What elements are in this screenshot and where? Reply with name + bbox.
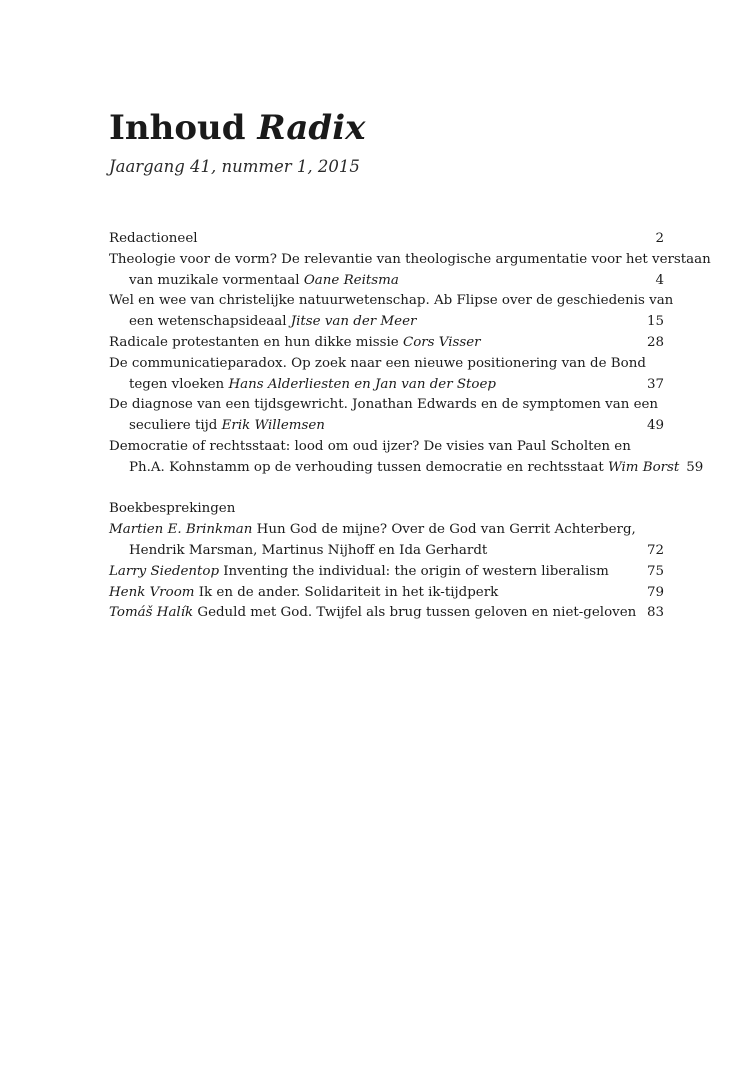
toc-entry (109, 250, 711, 292)
entry-text-line (129, 271, 640, 292)
entry-title: De diagnose van een tijdsgewricht. Jonathan Edwards en de symptomen van een (109, 397, 659, 413)
toc-line (109, 375, 664, 396)
review-author: Tomáš Halík (109, 605, 194, 621)
review-text-line (109, 603, 640, 624)
toc-line (109, 354, 664, 375)
toc-line (109, 437, 664, 458)
entry-text-line (129, 416, 640, 437)
toc-entry (109, 437, 704, 479)
entry-text-line (129, 458, 679, 479)
toc-entry (109, 229, 664, 250)
entry-title: Theologie voor de vorm? De relevantie van theologische argumentatie voor het verstaan (109, 251, 711, 267)
entry-text-line (129, 375, 640, 396)
review-entry (109, 583, 664, 604)
review-title: Geduld met God. Twijfel als brug tussen geloven en niet-geloven (193, 605, 637, 621)
entry-author: Hans Alderliesten en Jan van der Stoep (228, 376, 496, 392)
review-text-line (109, 520, 640, 541)
entry-author: Erik Willemsen (221, 418, 325, 434)
title-main: Inhoud (109, 108, 246, 148)
review-author: Larry Siedentop (109, 563, 220, 579)
reviews-heading (109, 499, 664, 520)
page-number: 15 (646, 314, 664, 330)
entry-text-line (109, 354, 646, 375)
toc-line (109, 312, 664, 333)
page-number: 72 (646, 542, 664, 558)
title-italic: Radix (257, 108, 366, 148)
review-line (109, 603, 664, 624)
section-gap (109, 479, 664, 500)
toc-line (109, 271, 664, 292)
toc-line (109, 333, 664, 354)
page-number: 4 (655, 272, 664, 288)
entry-text-line (109, 437, 640, 458)
review-author: Henk Vroom (109, 584, 195, 600)
review-author: Martien E. Brinkman (109, 522, 253, 538)
toc-entry (109, 354, 664, 396)
review-line (109, 520, 664, 541)
entry-author: Jitse van der Meer (290, 314, 417, 330)
review-text-line (129, 541, 640, 562)
page-number: 28 (646, 334, 664, 350)
toc-line (109, 250, 711, 271)
entry-title: van muzikale vormentaal (129, 272, 304, 288)
page-number: 2 (655, 231, 664, 246)
page-number: 49 (646, 418, 664, 434)
page-number: 37 (646, 376, 664, 392)
review-title: Hun God de mijne? Over de God van Gerrit Achterberg, (252, 522, 636, 538)
page-subtitle: Jaargang 41, nummer 1, 2015 (109, 157, 360, 176)
entry-text-line (109, 333, 640, 354)
review-line (109, 583, 664, 604)
toc-line (109, 416, 664, 437)
review-entry (109, 603, 664, 624)
review-title: Ik en de ander. Solidariteit in het ik-tijdperk (194, 584, 499, 600)
entry-title: Radicale protestanten en hun dikke missie (109, 334, 403, 350)
review-title: Inventing the individual: the origin of western liberalism (219, 563, 609, 579)
toc-line (109, 291, 674, 312)
entry-author: Wim Borst (607, 459, 680, 475)
review-entry (109, 520, 664, 562)
toc-entry (109, 395, 664, 437)
page-number: 75 (646, 563, 664, 579)
entry-title: seculiere tijd (129, 418, 222, 434)
entry-title: De communicatieparadox. Op zoek naar een nieuwe positionering van de Bond (109, 355, 646, 371)
page-number: 83 (646, 605, 664, 621)
toc-entry (109, 333, 664, 354)
entry-text-line (109, 250, 711, 271)
entry-title: Redactioneel (109, 231, 198, 246)
articles-list (109, 229, 711, 479)
toc-line (109, 229, 664, 250)
review-line (109, 562, 664, 583)
entry-title: Wel en wee van christelijke natuurwetenschap. Ab Flipse over de geschiedenis van (109, 293, 674, 309)
reviews-list (109, 520, 664, 624)
page-number: 59 (686, 459, 704, 475)
entry-author: Oane Reitsma (303, 272, 399, 288)
toc-line (109, 395, 664, 416)
entry-text-line (109, 291, 673, 312)
review-text-line (109, 583, 640, 604)
page-title (109, 106, 365, 150)
reviews-heading-text: Boekbesprekingen (109, 501, 236, 517)
review-text-line (109, 562, 640, 583)
review-title: Hendrik Marsman, Martinus Nijhoff en Ida Gerhardt (129, 542, 488, 558)
toc-entry (109, 291, 674, 333)
table-of-contents (109, 229, 711, 624)
toc-line (109, 458, 704, 479)
review-entry (109, 562, 664, 583)
entry-title: Ph.A. Kohnstamm op de verhouding tussen democratie en rechtsstaat (129, 459, 608, 475)
entry-title: een wetenschapsideaal (129, 314, 291, 330)
review-line (109, 541, 664, 562)
entry-title: tegen vloeken (129, 376, 229, 392)
entry-text-line (109, 229, 640, 250)
entry-author: Cors Visser (402, 334, 481, 350)
entry-text-line (109, 395, 658, 416)
entry-text-line (129, 312, 640, 333)
page-number: 79 (646, 584, 664, 600)
entry-title: Democratie of rechtsstaat: lood om oud ijzer? De visies van Paul Scholten en (109, 438, 631, 454)
